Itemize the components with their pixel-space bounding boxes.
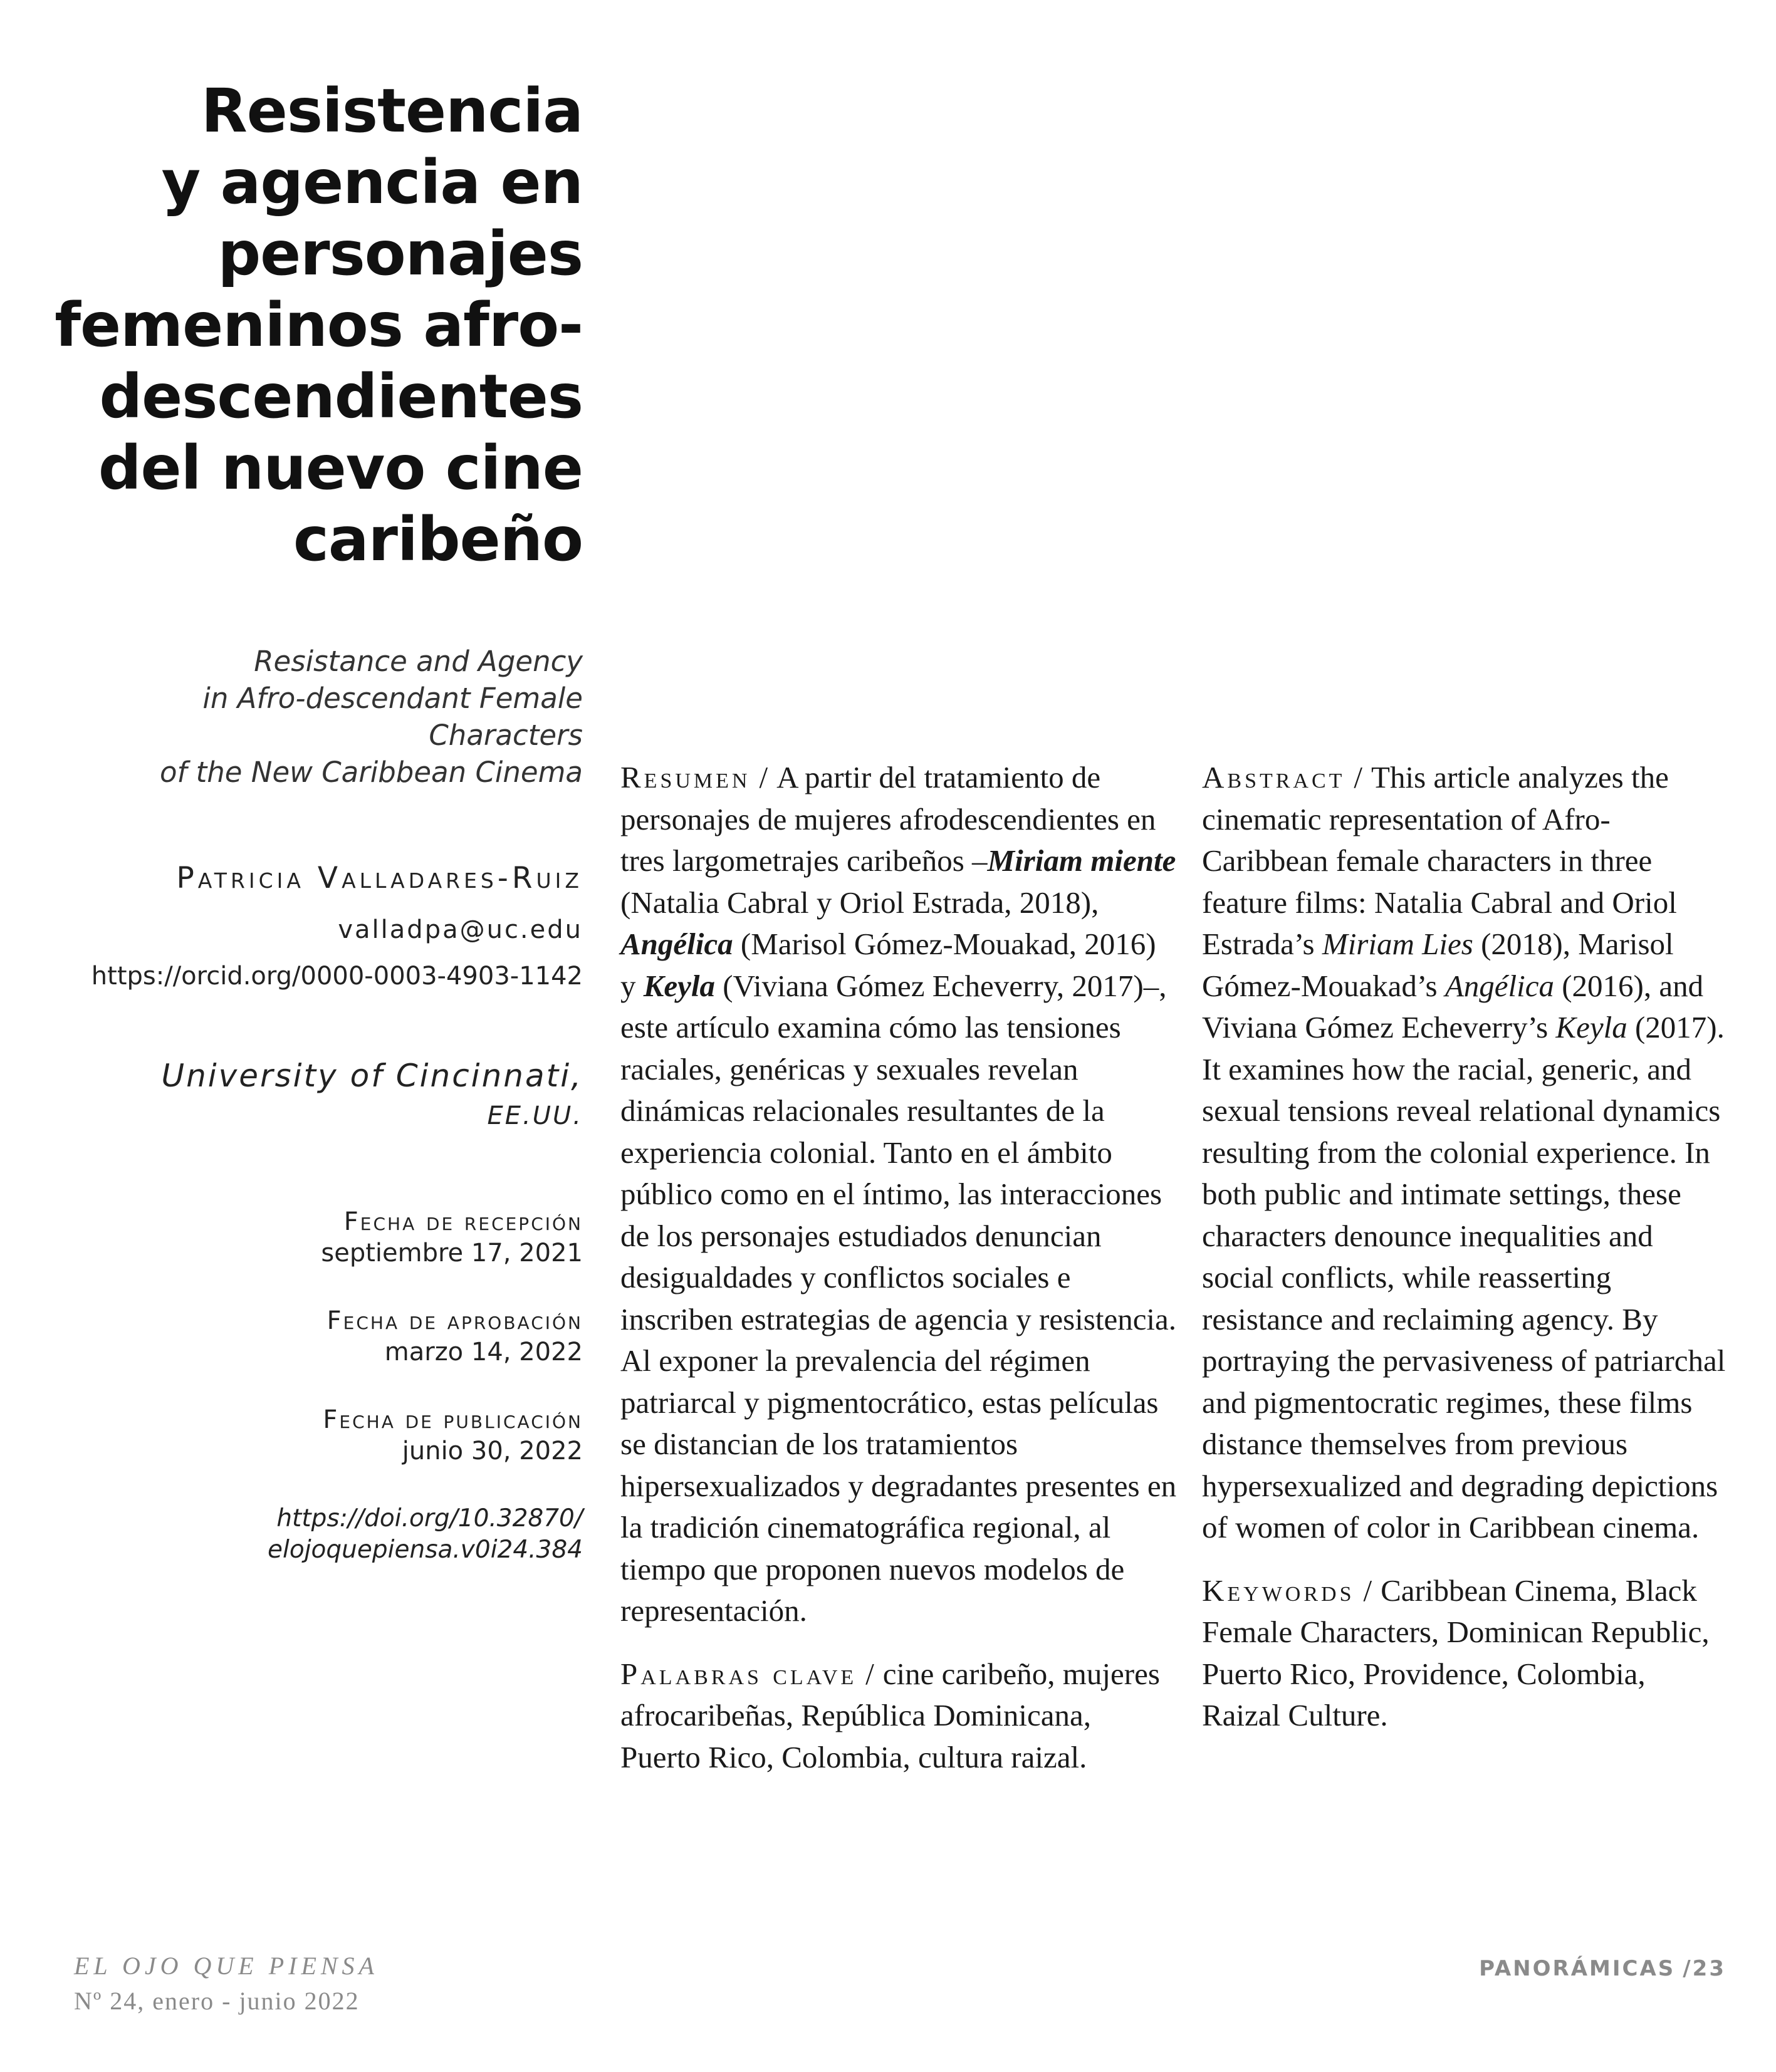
section-name: PANORÁMICAS (1479, 1956, 1676, 1981)
palabras-clave-text: cine caribeño, mujeres afrocaribeñas, República Dominicana, Puerto Rico, Colombia, cultura raizal. (620, 1656, 1160, 1774)
resumen-label: Resumen (620, 760, 751, 794)
abstract-text: This article analyzes the cinematic representation of Afro-Caribbean female characters in three feature films: Natalia Cabral and Oriol Estrada’s (1202, 760, 1677, 961)
date-value: septiembre 17, 2021 (321, 1239, 583, 1268)
title-line: femeninos afro- (55, 290, 583, 360)
resumen-text: (Natalia Cabral y Oriol Estrada, 2018), (620, 885, 1099, 920)
doi-line: elojoquepiensa.v0i24.384 (268, 1536, 583, 1564)
keywords-text: Caribbean Cinema, Black Female Characters, Dominican Republic, Puerto Rico, Providence, Colombia, Raizal Culture. (1202, 1573, 1710, 1732)
film-title: Keyla (1555, 1010, 1627, 1044)
title-line: Resistencia (201, 76, 583, 146)
title-line: y agencia en (161, 147, 583, 217)
separator: / (759, 760, 768, 794)
separator: / (865, 1656, 874, 1691)
article-meta-column (50, 75, 583, 1566)
film-title: Miriam miente (987, 843, 1176, 878)
title-line: caribeño (293, 504, 583, 575)
subtitle-line: in Afro-descendant Female Characters (202, 682, 583, 752)
palabras-clave-label: Palabras clave (620, 1656, 857, 1691)
film-title: Angélica (620, 927, 733, 961)
publication-dates (50, 1206, 583, 1467)
author-affiliation (50, 1056, 583, 1136)
resumen-paragraph (620, 757, 1178, 1632)
resumen-text: A partir del tratamiento de personajes de mujeres afrodescendientes en tres largometrajes caribeños – (620, 760, 1156, 878)
keywords-paragraph (1202, 1570, 1728, 1737)
separator: / (1363, 1573, 1372, 1608)
journal-name: EL OJO QUE PIENSA (74, 1952, 379, 1980)
page-number: /23 (1683, 1956, 1726, 1981)
english-subtitle (50, 643, 583, 791)
resumen-text: (Viviana Gómez Echeverry, 2017)–, este artículo examina cómo las tensiones raciales, genéricas y sexuales revelan dinámicas relacionales resultantes de la experiencia colonial. Tanto en el ámbito público como en el íntimo, las interacciones de los personajes estudiados denuncian desigualdades y conflictos sociales e inscriben estrategias de agencia y resistencia. Al exponer la prevalencia del régimen patriarcal y pigmentocrático, estas películas se distancian de los tratamientos hipersexualizados y degradantes presentes en la tradición cinematográfica regional, al tiempo que proponen nuevos modelos de representación. (620, 968, 1177, 1628)
film-title: Miriam Lies (1322, 927, 1473, 961)
title-line: descendientes (99, 362, 583, 432)
abstract-text: (2018), Marisol Gómez-Mouakad’s (1202, 927, 1674, 1003)
footer-journal-info (74, 1949, 379, 2019)
date-label: Fecha de recepción (343, 1207, 583, 1236)
abstract-text: (2016), and Viviana Gómez Echeverry’s (1202, 968, 1704, 1044)
subtitle-line: Resistance and Agency (254, 645, 583, 678)
abstract-text: (2017). It examines how the racial, generic, and sexual tensions reveal relational dynamics resulting from the colonial experience. In both public and intimate settings, these characters denounce inequalities and social conflicts, while reasserting resistance and reclaiming agency. By portraying the pervasiveness of patriarchal and pigmentocratic regimes, these films distance themselves from previous hypersexualized and degrading depictions of women of color in Caribbean cinema. (1202, 1010, 1726, 1544)
english-column (1202, 757, 1728, 1737)
doi-link[interactable] (50, 1503, 583, 1566)
date-published (50, 1404, 583, 1467)
author-orcid-link[interactable]: https://orcid.org/0000-0003-4903-1142 (91, 962, 583, 991)
author-name: Patricia Valladares-Ruiz (176, 861, 583, 895)
date-label: Fecha de aprobación (326, 1306, 583, 1335)
title-line: personajes (217, 219, 583, 289)
author-email[interactable]: valladpa@uc.edu (338, 915, 583, 944)
title-line: del nuevo cine (98, 433, 583, 503)
issue-info: Nº 24, enero - junio 2022 (74, 1987, 360, 2015)
subtitle-line: of the New Caribbean Cinema (159, 756, 583, 789)
film-title: Angélica (1444, 968, 1554, 1003)
footer-section-page (1479, 1956, 1726, 1981)
doi-line: https://doi.org/10.32870/ (276, 1504, 583, 1533)
date-value: marzo 14, 2022 (384, 1338, 583, 1367)
spanish-column (620, 757, 1178, 1778)
resumen-text: (Marisol Gómez-Mouakad, 2016) y (620, 927, 1156, 1003)
abstract-paragraph (1202, 757, 1728, 1549)
separator: / (1354, 760, 1363, 794)
article-title (50, 75, 583, 575)
date-label: Fecha de publicación (323, 1405, 583, 1434)
abstract-label: Abstract (1202, 760, 1345, 794)
date-approved (50, 1305, 583, 1368)
palabras-clave-paragraph (620, 1653, 1178, 1779)
affiliation-country: EE.UU. (487, 1101, 583, 1130)
keywords-label: Keywords (1202, 1573, 1355, 1608)
affiliation-institution: University of Cincinnati, (161, 1058, 583, 1094)
date-received (50, 1206, 583, 1269)
date-value: junio 30, 2022 (402, 1437, 583, 1465)
film-title: Keyla (643, 968, 716, 1003)
